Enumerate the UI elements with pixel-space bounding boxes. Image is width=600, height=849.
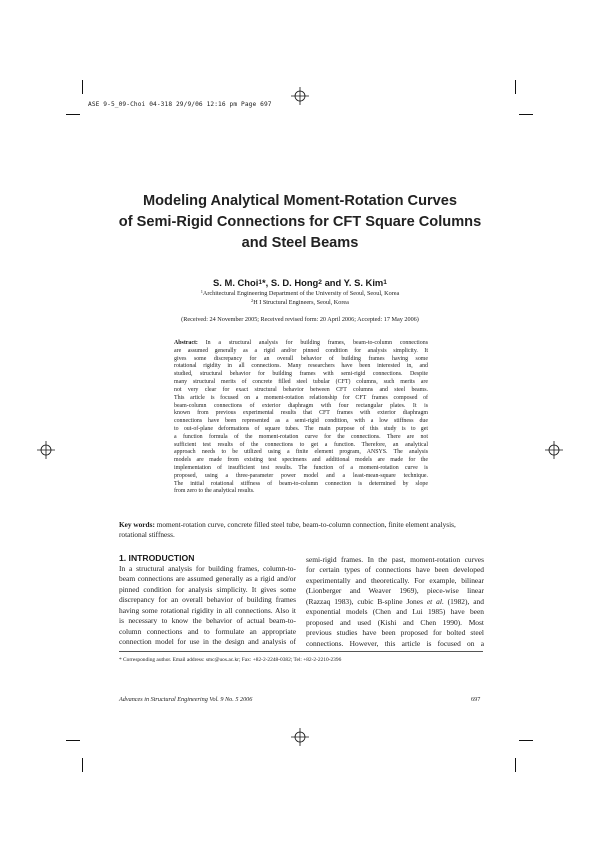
body-line: experimentally and theoretically. For example, bilinear [306, 575, 484, 585]
crop-mark [82, 80, 83, 94]
body-column-left [119, 564, 296, 648]
abstract-label: Abstract: [174, 340, 198, 346]
journal-footer: Advances in Structural Engineering Vol. 9 No. 5 2006 [119, 696, 253, 703]
section-heading: 1. INTRODUCTION [119, 553, 195, 563]
page-number: 697 [471, 696, 481, 703]
keywords-line [119, 520, 483, 530]
body-line: connections. However, this article is focused on a [306, 638, 484, 648]
keywords-text: moment-rotation curve, concrete filled steel tube, beam-to-column connection, finite element analysis, [154, 520, 456, 529]
abstract-line: models are made from existing test specimens and additional models are made for the [174, 457, 428, 464]
body-text: (Razzaq 1983), cubic B-spline Jones [306, 596, 427, 606]
abstract-line: not very clear for exact structural behavior between CFT columns and steel beams. [174, 386, 428, 393]
crop-mark [66, 114, 80, 115]
registration-mark-icon [291, 728, 309, 746]
abstract-line: beam-column connections of exterior diaphragm with four rectangular plates. It is [174, 402, 428, 409]
body-line: exponential models (Chen and Lui 1985) have been [306, 607, 484, 617]
abstract-line: rotational rigidity in all connections. Many researchers have been interested in, and [174, 363, 428, 370]
crop-mark [519, 740, 533, 741]
abstract-line: gives some discrepancy for an overall behavior of building frames having some [174, 355, 428, 362]
body-text-italic: et al [426, 596, 442, 606]
author-name: and Y. S. Kim [321, 277, 384, 288]
body-line: In a structural analysis for building frames, column-to- [119, 564, 296, 573]
print-slug: ASE 9-5_09-Choi 04-318 29/9/06 12:16 pm Page 697 [88, 101, 272, 108]
body-line: discrepancy for an overall behavior of building frames [119, 595, 296, 605]
abstract-line: from zero to the analytical results. [174, 488, 255, 495]
body-text: . (1982), and [441, 596, 484, 606]
author-name: S. D. Hong [270, 277, 319, 288]
body-column-right [306, 555, 484, 649]
crop-mark [82, 758, 83, 772]
body-line: having some rotational rigidity in all connections. Also it [119, 605, 296, 615]
author-list [60, 277, 540, 288]
abstract-line: connections have been represented as a semi-rigid condition, with a low stiffness due [174, 418, 428, 425]
body-line: is necessary to know the behavior of actual beam-to- [119, 616, 296, 626]
crop-mark [66, 740, 80, 741]
affiliations [60, 290, 540, 307]
abstract-line: sufficient test results of the connections to get a function. Therefore, an analytical [174, 441, 428, 448]
keywords-label: Key words: [119, 520, 155, 529]
abstract-line: many structural merits of concrete filled steel tubular (CFT) columns, such merits are [174, 379, 428, 386]
body-line: column connections and to formulate an appropriate [119, 626, 296, 636]
body-line: previous studies have been proposed for bolted steel [306, 628, 484, 638]
body-line: (Lionberger and Weaver 1969), piece-wise linear [306, 586, 484, 596]
author-name: S. M. Choi [213, 277, 259, 288]
body-line: beam connections are assumed generally as a rigid and/or [119, 574, 296, 584]
keywords [119, 520, 483, 539]
affiliation [60, 290, 540, 299]
corresponding-mark: *, [262, 277, 271, 288]
body-line [306, 597, 484, 607]
keywords-line: rotational stiffness. [119, 529, 175, 539]
registration-mark-icon [37, 441, 55, 459]
abstract-line: to out-of-plane deformations of square tubes. The main purpose of this study is to get [174, 425, 428, 432]
title-line: of Semi-Rigid Connections for CFT Square Columns [118, 214, 482, 230]
abstract-line [174, 340, 428, 348]
abstract-line: approach needs to be utilized using a finite element program, ANSYS. The analysis [174, 449, 428, 456]
affiliation [60, 299, 540, 308]
abstract-line: proposed, using a three-parameter power model and a least-mean-square technique. [174, 472, 428, 479]
abstract-line: are assumed generally as a rigid and/or pinned condition for analysis simplicity. It [174, 347, 428, 354]
body-line: proposed and used (Kishi and Chen 1990). Most [306, 617, 484, 627]
abstract-line: The initial rotational stiffness of beam-to-column connection is determined by slope [174, 480, 428, 487]
crop-mark [519, 114, 533, 115]
abstract-line: This article is focused on a moment-rotation relationship for CFT frames composed of [174, 394, 428, 401]
crop-mark [515, 758, 516, 772]
abstract-line: studied, structural behavior for building frames with semi-rigid connections. Despite [174, 371, 428, 378]
title-line: Modeling Analytical Moment-Rotation Curves [142, 193, 458, 209]
footnote: * Corresponding author. Email address: smc@uos.ac.kr; Fax: +82-2-2248-0382; Tel: +82-2-2210-2396 [119, 657, 342, 663]
abstract [174, 340, 428, 496]
abstract-line: a function formula of the moment-rotation curve for the connections. There are not [174, 433, 428, 440]
received-dates: (Received: 24 November 2005; Received revised form: 20 April 2006; Accepted: 17 May 2006) [181, 316, 419, 323]
footnote-rule [119, 651, 483, 652]
paper-title [60, 191, 540, 254]
affiliation-mark: 1 [383, 279, 387, 286]
affiliation-text: Architectural Engineering Department of the University of Seoul, Seoul, Korea [202, 290, 400, 297]
affiliation-mark: 2 [318, 279, 322, 286]
body-line: for certain types of connections have been developed [306, 565, 484, 575]
abstract-text: In a structural analysis for building frames, beam-to-column connections [197, 340, 428, 346]
abstract-line: implementation of insufficient test results. The function of a moment-rotation curve is [174, 465, 428, 471]
body-line: pinned condition for analysis simplicity. It gives some [119, 584, 296, 594]
body-line: semi-rigid frames. In the past, moment-rotation curves [306, 555, 484, 564]
title-line: and Steel Beams [241, 235, 359, 251]
affiliation-text: H I Structural Engineers, Seoul, Korea [253, 298, 349, 306]
affiliation-mark: 1 [200, 289, 203, 294]
body-line: connection model for use in the design and analysis of [119, 637, 296, 647]
crop-mark [515, 80, 516, 94]
affiliation-mark: 1 [258, 279, 263, 286]
registration-mark-icon [291, 87, 309, 105]
affiliation-mark: 2 [251, 297, 254, 303]
abstract-line: known from previous experimental results that CFT frames with exterior diaphragm [174, 410, 428, 417]
registration-mark-icon [545, 441, 563, 459]
